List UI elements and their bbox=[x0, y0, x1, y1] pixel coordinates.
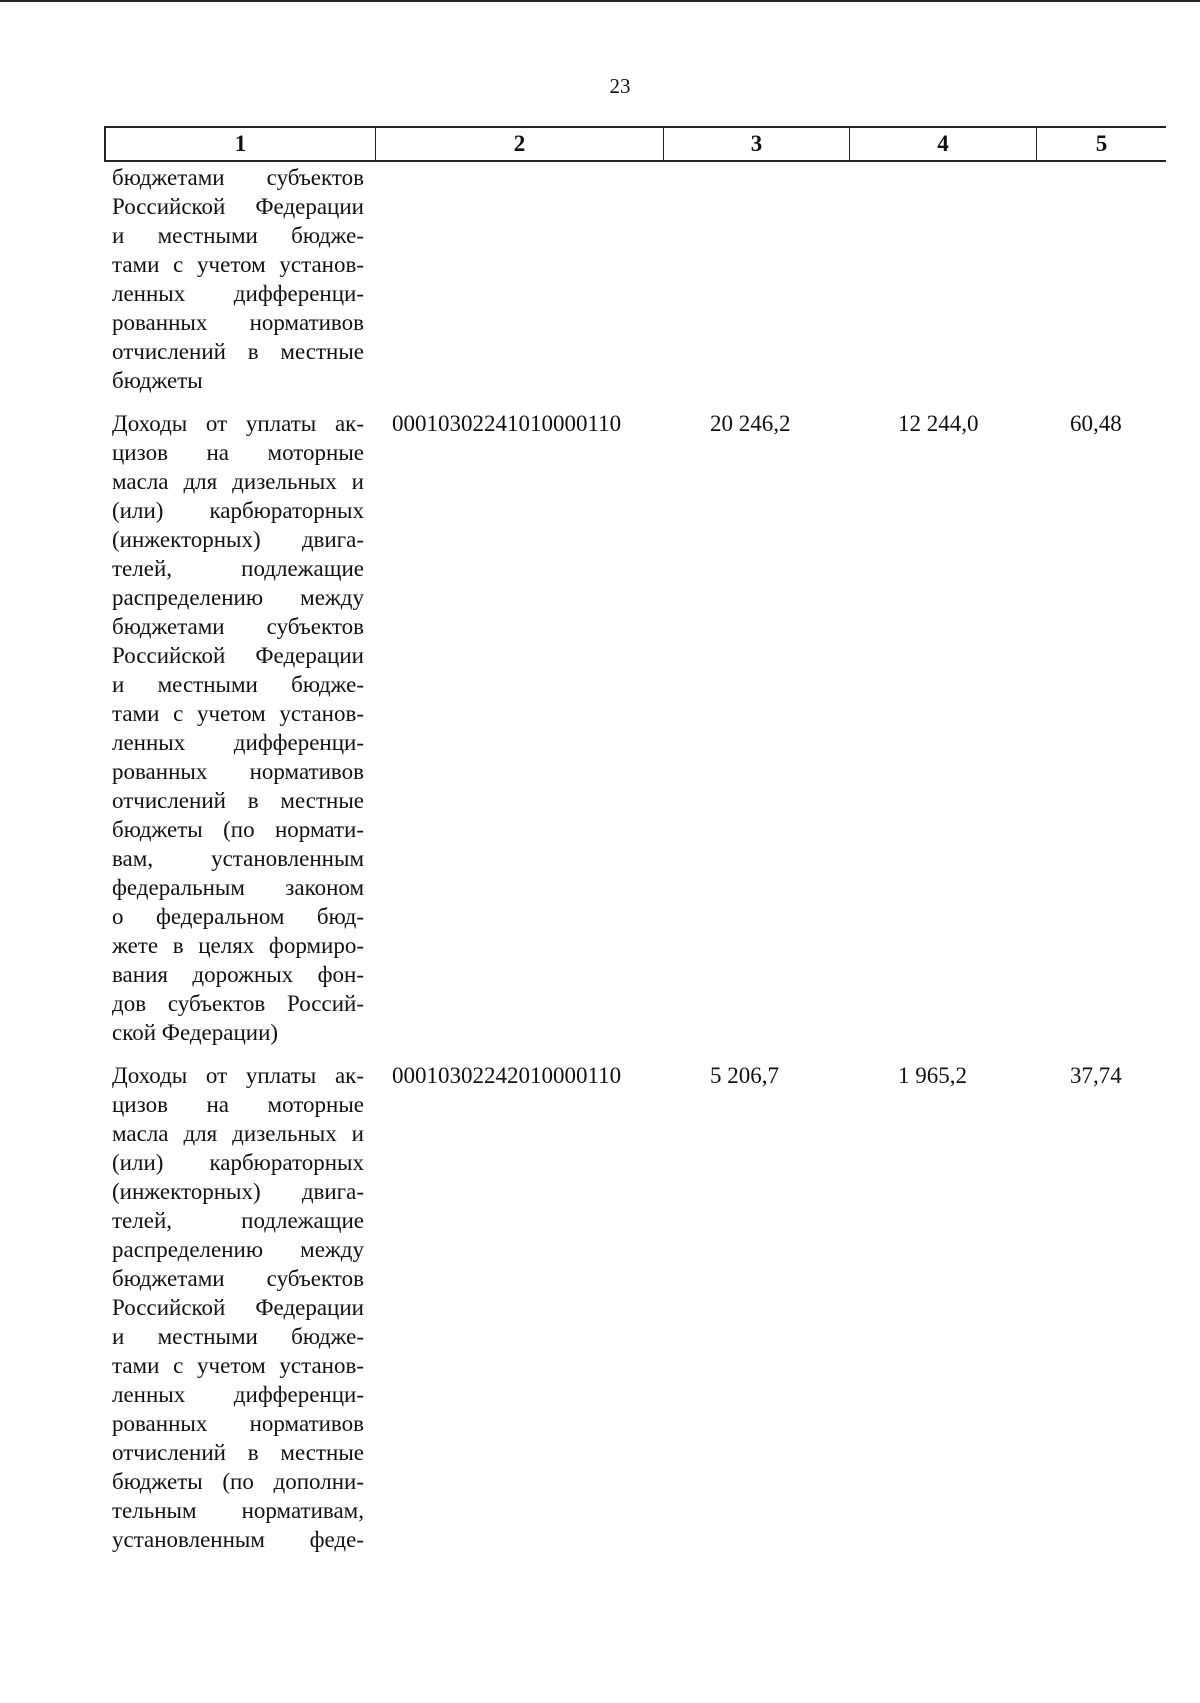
text-line: телей, подлежащие bbox=[112, 556, 364, 581]
text-line: отчислений в местные bbox=[112, 788, 364, 813]
text-line: масла для дизельных и bbox=[112, 469, 364, 494]
text-line: тами с учетом установ- bbox=[112, 1353, 364, 1378]
row-3-col-5: 37,74 bbox=[1070, 1063, 1122, 1088]
text-line: и местными бюдже- bbox=[112, 672, 364, 697]
text-line: федеральным законом bbox=[112, 875, 364, 900]
text-line: телей, подлежащие bbox=[112, 1208, 364, 1233]
text-line: вам, установленным bbox=[112, 846, 364, 871]
row-3-col-4: 1 965,2 bbox=[898, 1063, 967, 1088]
text-line: (инжекторных) двига- bbox=[112, 1179, 364, 1204]
header-col-2: 2 bbox=[376, 128, 664, 160]
text-line: рованных нормативов bbox=[112, 310, 364, 335]
text-line: Российской Федерации bbox=[112, 194, 364, 219]
text-line: вания дорожных фон- bbox=[112, 962, 364, 987]
text-line: отчислений в местные bbox=[112, 339, 364, 364]
text-line: дов субъектов Россий- bbox=[112, 991, 364, 1016]
text-line: бюджеты (по дополни- bbox=[112, 1469, 364, 1494]
text-line: о федеральном бюд- bbox=[112, 904, 364, 929]
text-line: бюджетами субъектов bbox=[112, 614, 364, 639]
text-line: рованных нормативов bbox=[112, 1411, 364, 1436]
text-line: установленным феде- bbox=[112, 1527, 364, 1552]
row-2-col-5: 60,48 bbox=[1070, 411, 1122, 436]
row-3-col-3: 5 206,7 bbox=[710, 1063, 779, 1088]
header-col-3: 3 bbox=[664, 128, 850, 160]
header-col-1: 1 bbox=[106, 128, 376, 160]
row-1-description bbox=[112, 163, 364, 395]
text-line: распределению между bbox=[112, 1237, 364, 1262]
text-line: (или) карбюраторных bbox=[112, 498, 364, 523]
text-line: Российской Федерации bbox=[112, 643, 364, 668]
text-line: бюджеты (по нормати- bbox=[112, 817, 364, 842]
header-col-5: 5 bbox=[1095, 131, 1108, 156]
text-line: ленных дифференци- bbox=[112, 281, 364, 306]
text-line: жете в целях формиро- bbox=[112, 933, 364, 958]
text-line: ленных дифференци- bbox=[112, 1382, 364, 1407]
page-number: 23 bbox=[609, 74, 631, 98]
text-line: ской Федерации) bbox=[112, 1020, 279, 1045]
text-line: цизов на моторные bbox=[112, 440, 364, 465]
text-line: бюджеты bbox=[112, 368, 203, 393]
header-col-4: 4 bbox=[850, 128, 1037, 160]
text-line: и местными бюдже- bbox=[112, 223, 364, 248]
text-line: (инжекторных) двига- bbox=[112, 527, 364, 552]
text-line: Доходы от уплаты ак- bbox=[112, 1063, 364, 1088]
row-3-code: 00010302242010000110 bbox=[392, 1063, 622, 1088]
text-line: и местными бюдже- bbox=[112, 1324, 364, 1349]
text-line: бюджетами субъектов bbox=[112, 1266, 364, 1291]
row-2-col-3: 20 246,2 bbox=[710, 411, 791, 436]
page-top-edge bbox=[0, 0, 1200, 2]
row-2-description bbox=[112, 409, 364, 1047]
table-header bbox=[104, 126, 1166, 162]
row-3-description bbox=[112, 1061, 364, 1554]
text-line: тельным нормативам, bbox=[112, 1498, 364, 1523]
text-line: бюджетами субъектов bbox=[112, 165, 364, 190]
text-line: отчислений в местные bbox=[112, 1440, 364, 1465]
text-line: масла для дизельных и bbox=[112, 1121, 364, 1146]
text-line: тами с учетом установ- bbox=[112, 252, 364, 277]
text-line: (или) карбюраторных bbox=[112, 1150, 364, 1175]
row-2-code: 00010302241010000110 bbox=[392, 411, 622, 436]
text-line: распределению между bbox=[112, 585, 364, 610]
row-2-col-4: 12 244,0 bbox=[898, 411, 979, 436]
text-line: ленных дифференци- bbox=[112, 730, 364, 755]
text-line: цизов на моторные bbox=[112, 1092, 364, 1117]
text-line: Доходы от уплаты ак- bbox=[112, 411, 364, 436]
text-line: тами с учетом установ- bbox=[112, 701, 364, 726]
text-line: рованных нормативов bbox=[112, 759, 364, 784]
text-line: Российской Федерации bbox=[112, 1295, 364, 1320]
